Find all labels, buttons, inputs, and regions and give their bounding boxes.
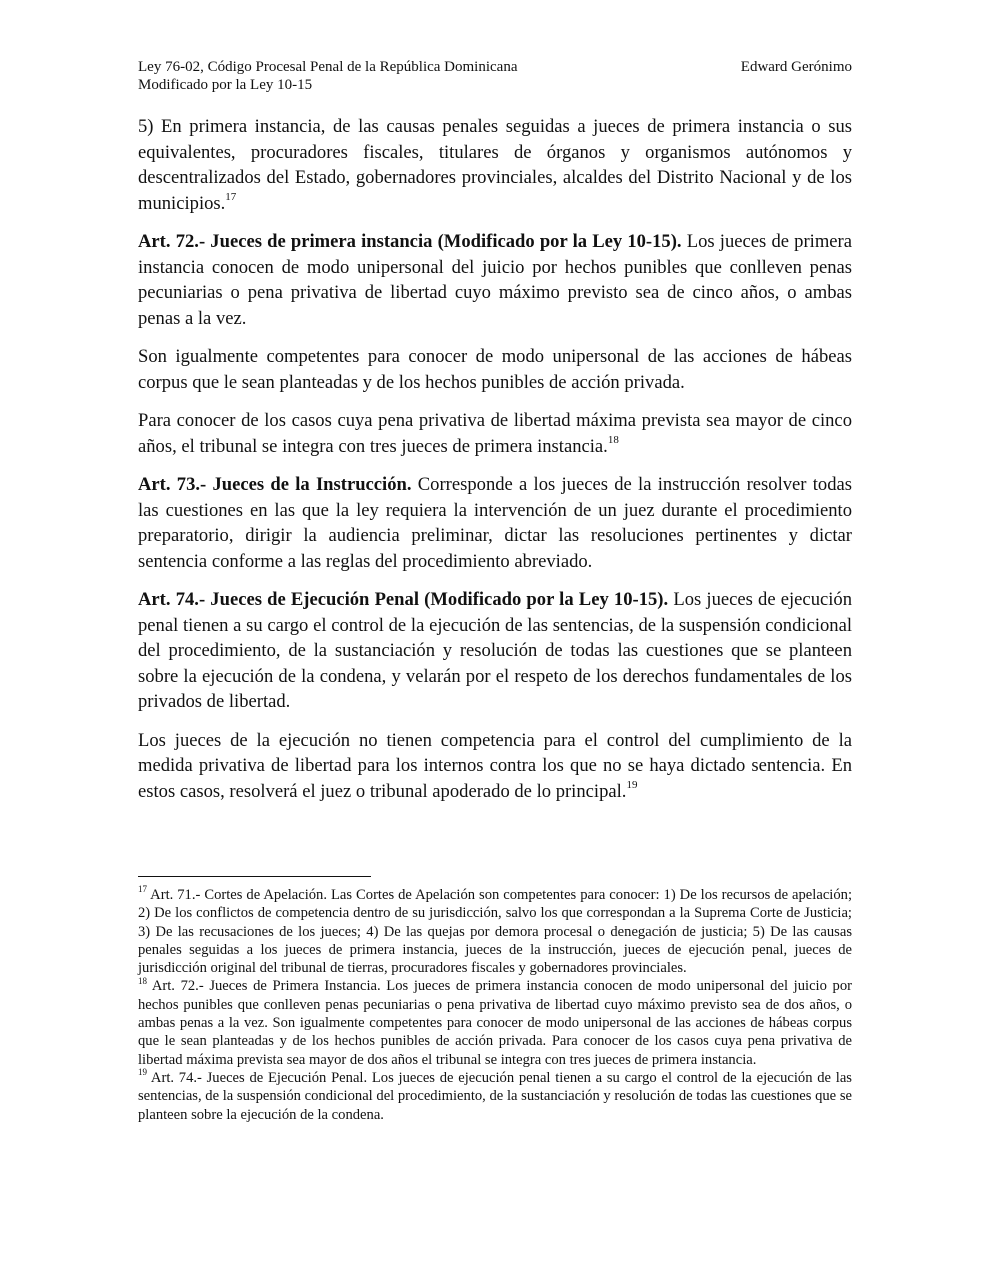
article-73-heading: Art. 73.- Jueces de la Instrucción. xyxy=(138,474,412,495)
article-72-heading: Art. 72.- Jueces de primera instancia (Modificado por la Ley 10-15). xyxy=(138,231,682,252)
header-author: Edward Gerónimo xyxy=(740,59,852,75)
footnote-text: Art. 71.- Cortes de Apelación. Las Cortes de Apelación son competentes para conocer: 1) De los recursos de apelación; 2) De los conflictos de competencia dentro de su jurisdicción, salvo los que correspondan a la Suprema Corte de Justicia; 3) De las recusaciones de los jueces; 4) De las quejas por demora procesal o denegación de justicia; 5) De las causas penales seguidas a los jueces de primera instancia, jueces de la instrucción, jueces de ejecución penal, jueces de jurisdicción original del tribunal de tierras, procuradores fiscales y gobernadores provinciales. xyxy=(138,887,852,977)
footnote-19 xyxy=(138,1069,852,1124)
footnote-number: 19 xyxy=(138,1067,147,1078)
paragraph-item-5 xyxy=(138,114,852,216)
footnote-18 xyxy=(138,977,852,1068)
paragraph-text: 5) En primera instancia, de las causas penales seguidas a jueces de primera instancia o sus equivalentes, procuradores fiscales, titulares de órganos y organismos autónomos y descentralizados del Estado, gobernadores provinciales, alcaldes del Distrito Nacional y de los municipios. xyxy=(138,116,852,214)
footnote-number: 18 xyxy=(138,975,147,986)
footnote-text: Art. 74.- Jueces de Ejecución Penal. Los jueces de ejecución penal tienen a su cargo el control de la ejecución de las sentencias, de la suspensión condicional del procedimiento, de la sustanciación y resolución de todas las cuestiones que se planteen sobre la ejecución de la condena. xyxy=(138,1069,852,1123)
article-72-paragraph-3 xyxy=(138,408,852,459)
footnote-17 xyxy=(138,886,852,977)
footnotes-section xyxy=(138,886,852,1124)
article-72-paragraph-2: Son igualmente competentes para conocer de modo unipersonal de las acciones de hábeas corpus que le sean planteadas y de los hechos punibles de acción privada. xyxy=(138,346,852,393)
paragraph-text: Para conocer de los casos cuya pena privativa de libertad máxima prevista sea mayor de cinco años, el tribunal se integra con tres jueces de primera instancia. xyxy=(138,410,852,457)
article-73 xyxy=(138,472,852,574)
article-73-text: Corresponde a los jueces de la instrucción resolver todas las cuestiones en las que la ley requiera la intervención de un juez durante el procedimiento preparatorio, dirigir la audiencia preliminar, dictar las resoluciones pertinentes y dictar sentencia conforme a las reglas del procedimiento abreviado. xyxy=(138,474,852,572)
article-72 xyxy=(138,229,852,331)
header-document-title xyxy=(138,58,698,94)
header-law-title: Ley 76-02, Código Procesal Penal de la República Dominicana xyxy=(138,59,518,75)
article-74-text: Los jueces de ejecución penal tienen a su cargo el control de la ejecución de las sentencias, de la suspensión condicional del procedimiento, de la sustanciación y resolución de todas las cuestiones que se planteen sobre la ejecución de la condena, y velarán por el respeto de los derechos fundamentales de los privados de libertad. xyxy=(138,589,852,712)
article-74 xyxy=(138,587,852,715)
header-modification-note: Modificado por la Ley 10-15 xyxy=(138,77,313,93)
paragraph-text: Los jueces de la ejecución no tienen competencia para el control del cumplimiento de la medida privativa de libertad para los internos contra los que no se haya dictado sentencia. En estos casos, resolverá el juez o tribunal apoderado de lo principal. xyxy=(138,729,852,802)
footnote-number: 17 xyxy=(138,884,147,895)
footnote-separator xyxy=(138,876,371,877)
document-body xyxy=(138,114,852,817)
footnote-reference-17[interactable]: 17 xyxy=(225,191,237,204)
footnote-text: Art. 72.- Jueces de Primera Instancia. Los jueces de primera instancia conocen de modo unipersonal del juicio por hechos punibles que conlleven penas pecuniarias o pena privativa de libertad cuyo máximo previsto sea de dos años, o ambas penas a la vez. Son igualmente competentes para conocer de modo unipersonal de las acciones de hábeas corpus que le sean planteadas y de los hechos punibles de acción privada. Para conocer de los casos cuya pena privativa de libertad máxima prevista sea mayor de dos años el tribunal se integra con tres jueces de primera instancia. xyxy=(138,978,852,1068)
article-74-heading: Art. 74.- Jueces de Ejecución Penal (Modificado por la Ley 10-15). xyxy=(138,589,669,610)
article-72-text: Los jueces de primera instancia conocen de modo unipersonal del juicio por hechos punibles que conlleven penas pecuniarias o pena privativa de libertad cuyo máximo previsto sea de cinco años, o ambas penas a la vez. xyxy=(138,231,852,329)
footnote-reference-19[interactable]: 19 xyxy=(626,779,638,792)
article-74-paragraph-2 xyxy=(138,728,852,805)
footnote-reference-18[interactable]: 18 xyxy=(607,434,619,447)
